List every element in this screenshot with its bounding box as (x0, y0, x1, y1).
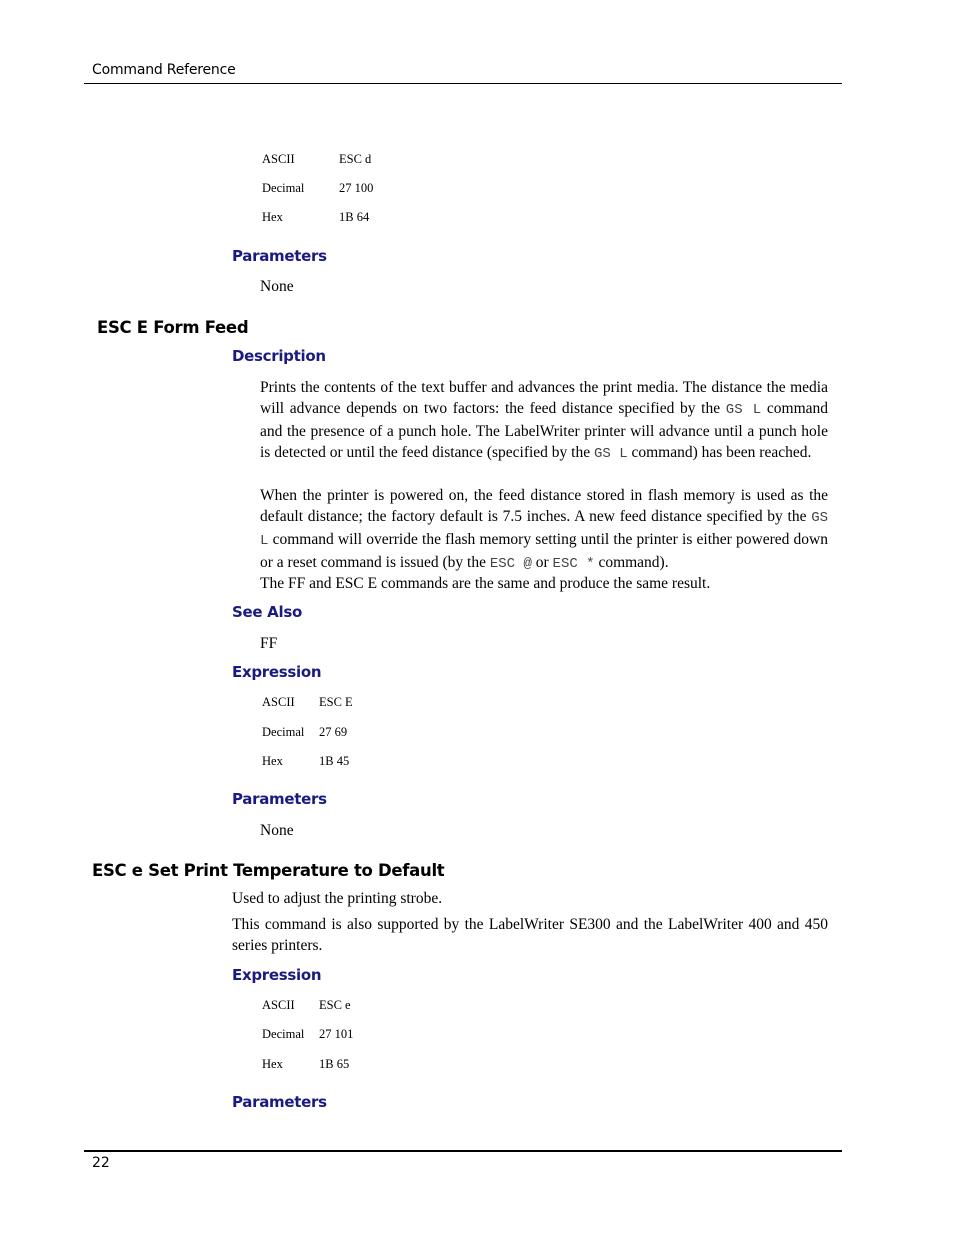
expr-label: Hex (262, 754, 283, 768)
section-title-esc-E: ESC E Form Feed (97, 318, 249, 337)
text-run: command). (594, 554, 669, 571)
parameters-heading: Parameters (232, 1093, 327, 1111)
expr-label: Hex (262, 210, 283, 224)
expr-label: ASCII (262, 152, 295, 166)
see-also-heading: See Also (232, 603, 302, 621)
code-gs-l: GS L (593, 446, 628, 462)
code-gs-l: GS L (725, 402, 762, 418)
parameters-value: None (260, 822, 294, 839)
expr-label: Hex (262, 1057, 283, 1071)
text-run: command will override the flash memory setting until the printer is either powered down or a reset command is issued (by the (260, 531, 828, 571)
description-paragraph-2 (260, 485, 828, 575)
see-also-link[interactable]: FF (260, 635, 278, 652)
section-title-esc-e: ESC e Set Print Temperature to Default (92, 861, 445, 880)
parameters-heading: Parameters (232, 247, 327, 265)
expression-heading: Expression (232, 663, 322, 681)
code-gs-l: GS L (260, 510, 828, 549)
description-paragraph-3: The FF and ESC E commands are the same and produce the same result. (260, 575, 711, 592)
body-paragraph-1: Used to adjust the printing strobe. (232, 890, 443, 907)
expr-value: ESC e (319, 998, 351, 1012)
page-number: 22 (92, 1155, 110, 1171)
expr-value: ESC d (339, 152, 372, 166)
parameters-heading: Parameters (232, 790, 327, 808)
description-heading: Description (232, 347, 326, 365)
parameters-value: None (260, 278, 294, 295)
header-rule (84, 83, 842, 84)
code-esc-at: ESC @ (489, 556, 532, 572)
expr-label: Decimal (262, 181, 305, 195)
code-esc-star: ESC * (552, 556, 595, 572)
expr-label: Decimal (262, 1027, 305, 1041)
expr-value: ESC E (319, 695, 353, 709)
expression-heading: Expression (232, 966, 322, 984)
text-run: or (531, 554, 553, 571)
text-run: command) has been reached. (627, 444, 812, 461)
text-run: Prints the contents of the text buffer and advances the print media. The distance the media will advance depends on two factors: the feed distance specified by the (260, 379, 828, 417)
footer-rule (84, 1150, 842, 1152)
text-run: When the printer is powered on, the feed distance stored in flash memory is used as the default distance; the factory default is 7.5 inches. A new feed distance specified by the (260, 487, 828, 525)
body-paragraph-2: This command is also supported by the LabelWriter SE300 and the LabelWriter 400 and 450 series printers. (232, 916, 828, 954)
running-header: Command Reference (92, 62, 236, 78)
expr-label: ASCII (262, 695, 295, 709)
expr-value: 1B 45 (319, 754, 350, 768)
text-run: command and the presence of a punch hole. The LabelWriter printer will advance until a punch hole is detected or until the feed distance (specified by the (260, 400, 829, 461)
expr-value: 27 101 (319, 1027, 354, 1041)
expr-value: 1B 65 (319, 1057, 350, 1071)
expr-value: 27 100 (339, 181, 374, 195)
expr-value: 27 69 (319, 725, 348, 739)
expr-label: Decimal (262, 725, 305, 739)
expr-value: 1B 64 (339, 210, 370, 224)
expr-label: ASCII (262, 998, 295, 1012)
description-paragraph-1 (260, 377, 828, 465)
